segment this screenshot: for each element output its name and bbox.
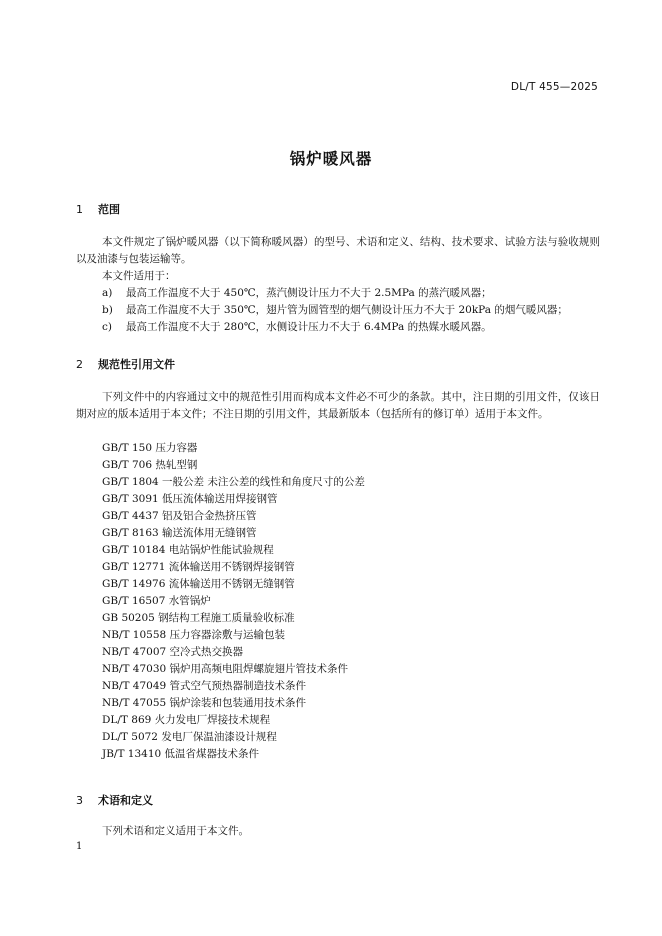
reference-item: GB/T 150 压力容器 [102,442,198,454]
reference-item: JB/T 13410 低温省煤器技术条件 [102,748,260,760]
scope-paragraph: 本文件规定了锅炉暖风器（以下简称暖风器）的型号、术语和定义、结构、技术要求、试验方法与验收规则以及油漆与包装运输等。 [76,236,600,265]
reference-item: GB/T 706 热轧型钢 [102,459,198,471]
list-marker: c) [102,321,112,333]
list-text: 最高工作温度不大于 450℃，蒸汽侧设计压力不大于 2.5MPa 的蒸汽暖风器； [126,287,492,299]
list-text: 最高工作温度不大于 280℃，水侧设计压力不大于 6.4MPa 的热媒水暖风器。 [126,321,492,333]
scope-list-item-a [102,285,492,302]
reference-item: NB/T 47030 锅炉用高频电阻焊螺旋翅片管技术条件 [102,663,349,675]
list-text: 最高工作温度不大于 350℃，翅片管为圆管型的烟气侧设计压力不大于 20kPa 的烟气暖风器； [126,304,568,316]
section-number: 2 [76,358,83,371]
reference-item: NB/T 47049 管式空气预热器制造技术条件 [102,680,307,692]
reference-item: DL/T 5072 发电厂保温油漆设计规程 [102,731,277,743]
normative-references-paragraph: 下列文件中的内容通过文中的规范性引用而构成本文件必不可少的条款。其中，注日期的引用文件，仅该日期对应的版本适用于本文件；不注日期的引用文件，其最新版本（包括所有的修订单）适用于本文件。 [76,391,600,420]
reference-item: GB/T 8163 输送流体用无缝钢管 [102,527,257,539]
scope-list-item-b [102,302,568,319]
page-number: 1 [76,841,83,852]
reference-item: GB/T 16507 水管锅炉 [102,595,211,607]
terms-paragraph: 下列术语和定义适用于本文件。 [102,825,249,837]
scope-list-item-c [102,319,492,336]
section-title: 术语和定义 [98,794,153,807]
section-3-heading [76,792,153,808]
section-number: 1 [76,203,83,216]
reference-item: GB 50205 钢结构工程施工质量验收标准 [102,612,295,624]
list-marker: b) [102,304,113,316]
reference-item: GB/T 1804 一般公差 未注公差的线性和角度尺寸的公差 [102,476,365,488]
standard-code: DL/T 455—2025 [510,81,598,93]
reference-item: GB/T 3091 低压流体输送用焊接钢管 [102,493,278,505]
section-number: 3 [76,794,83,807]
reference-item: DL/T 869 火力发电厂焊接技术规程 [102,714,271,726]
document-title: 锅炉暖风器 [289,150,373,168]
section-title: 范围 [98,203,120,216]
reference-item: NB/T 47007 空冷式热交换器 [102,646,244,658]
reference-item: GB/T 12771 流体输送用不锈钢焊接钢管 [102,561,295,573]
section-title: 规范性引用文件 [98,358,175,371]
reference-item: GB/T 4437 铝及铝合金热挤压管 [102,510,257,522]
reference-item: NB/T 10558 压力容器涂敷与运输包装 [102,629,286,641]
applicability-line: 本文件适用于： [102,270,176,282]
list-marker: a) [102,287,113,299]
section-2-heading [76,356,175,372]
reference-item: GB/T 10184 电站锅炉性能试验规程 [102,544,274,556]
section-1-heading [76,201,120,217]
reference-item: GB/T 14976 流体输送用不锈钢无缝钢管 [102,578,295,590]
reference-item: NB/T 47055 锅炉涂装和包装通用技术条件 [102,697,307,709]
